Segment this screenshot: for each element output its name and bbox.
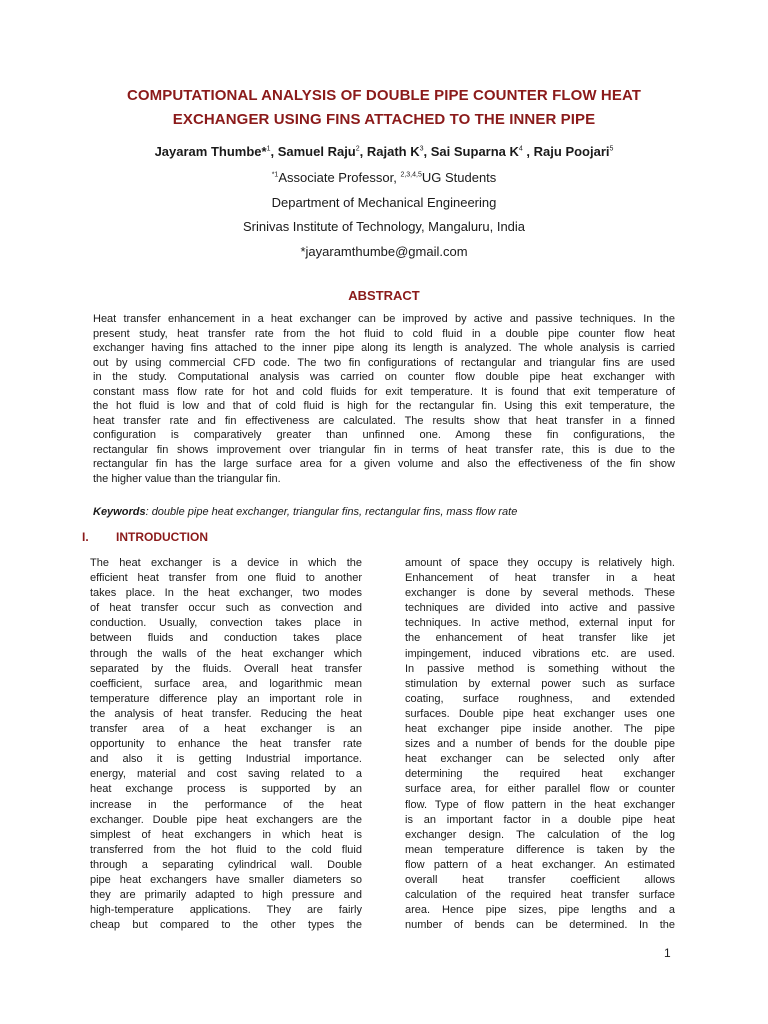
body-text-line: In passive method is something without the — [405, 662, 675, 675]
author-list — [60, 143, 708, 161]
body-text-line: mean temperature difference is taken by the — [405, 843, 675, 856]
body-text-line: amount of space they occupy is relatively high. — [405, 557, 675, 569]
body-text-line: stimulation by external power such as surface — [405, 677, 675, 690]
role-sup: 2,3,4,5 — [400, 171, 422, 179]
section-number: I. — [82, 530, 89, 544]
body-text-line: the analysis of heat transfer. Reducing the heat — [90, 707, 362, 720]
body-text-line: number of bends can be determined. In the — [405, 919, 675, 932]
abstract-line: in the study. Computational analysis was carried on counter flow double pipe heat exchanger with — [93, 371, 675, 383]
abstract-line: constant mass flow rate for hot and cold fluids for exit temperature. It is found that exit temperature of — [93, 385, 675, 398]
body-text-line: flow. Type of flow pattern in the heat exchanger — [405, 798, 675, 811]
body-text-line: exchanger. Double pipe heat exchangers are the — [90, 813, 362, 826]
author-sep: , — [423, 144, 431, 159]
body-text-line: separated by the fluids. Overall heat transfer — [90, 662, 362, 675]
abstract-line: present study, heat transfer rate from the hot fluid to cold fluid in a double pipe counter flow heat — [93, 327, 675, 340]
author-sep: , — [270, 144, 278, 159]
abstract-heading: ABSTRACT — [348, 288, 420, 303]
body-text-line: conduction. Usually, convection takes place in — [90, 617, 362, 630]
body-text-line: they are primarily adapted to high pressure and — [90, 889, 362, 902]
keywords-label: Keywords — [93, 506, 146, 518]
author-name: Raju Poojari — [533, 144, 610, 159]
body-text-line: overall heat transfer coefficient allows — [405, 873, 675, 886]
body-text-line: heat exchanger can be selected only after — [405, 753, 675, 766]
body-text-line: high-temperature applications. They are fairly — [90, 904, 362, 917]
body-text-line: pipe heat exchangers have smaller diameters so — [90, 873, 362, 886]
author-sup: 5 — [609, 145, 614, 153]
body-text-line: flow pattern of a heat exchanger. An estimated — [405, 858, 675, 871]
author-name: Sai Suparna K — [430, 144, 519, 159]
keywords-text: : double pipe heat exchanger, triangular fins, rectangular fins, mass flow rate — [145, 506, 518, 518]
body-text-line: coating, surface roughness, and extended — [405, 692, 675, 705]
author-sep: , — [359, 144, 367, 159]
title-line: EXCHANGER USING FINS ATTACHED TO THE INNER PIPE — [172, 111, 596, 128]
section-title: INTRODUCTION — [116, 530, 208, 544]
abstract-line: exchanger having fins attached to the inner pipe along its length is analyzed. The whole analysis is carried — [93, 342, 675, 354]
department: Department of Mechanical Engineering — [271, 194, 497, 210]
body-text-line: opportunity to enhance the heat transfer rate — [90, 738, 362, 751]
body-text-line: exchanger is done by several methods. These — [405, 587, 675, 600]
body-text-line: and also it is getting Industrial importance. — [90, 753, 362, 766]
body-text-line: impingement, induced vibrations etc. are used. — [405, 647, 675, 660]
email: *jayaramthumbe@gmail.com — [300, 243, 468, 259]
body-text-line: surfaces. Double pipe heat exchanger uses one — [405, 707, 675, 720]
abstract-text — [93, 312, 675, 486]
author-sup: 2 — [355, 145, 360, 153]
body-text-line: the enhancement of heat transfer like jet — [405, 632, 675, 645]
title-line: COMPUTATIONAL ANALYSIS OF DOUBLE PIPE COUNTER FLOW HEAT — [126, 87, 642, 104]
body-text-line: heat exchange process is supported by an — [90, 783, 362, 796]
body-text-line: efficient heat transfer from one fluid to another — [90, 572, 362, 585]
role-text: Associate Professor, — [278, 170, 401, 185]
institute: Srinivas Institute of Technology, Mangaluru, India — [242, 219, 526, 234]
abstract-line: heat transfer rate and fin effectiveness are calculated. The results show that heat transfer in a finned — [93, 414, 675, 427]
body-text-line: determining the required heat exchanger — [405, 768, 675, 781]
body-text-line: through a separating cylindrical wall. Double — [90, 858, 362, 871]
author-roles — [60, 166, 708, 191]
body-text-line: is an important factor in a double pipe heat — [405, 813, 675, 826]
abstract-line: configuration is comparatively greater than unfinned one. Among these fin configurations, the — [93, 429, 675, 441]
body-text-line: simplest of heat exchangers in which heat is — [90, 828, 362, 841]
author-name: Samuel Raju — [277, 144, 356, 159]
body-text-line: temperature difference play an important role in — [90, 692, 362, 705]
right-column — [405, 556, 675, 933]
keywords — [93, 506, 675, 518]
author-sup: 3 — [419, 145, 424, 153]
body-text-line: coefficient, surface area, and logarithmic mean — [90, 677, 362, 690]
abstract-line: Heat transfer enhancement in a heat exchanger can be improved by active and passive techniques. In the — [93, 313, 675, 325]
body-text-line: increase in the performance of the heat — [90, 798, 362, 811]
author-sup: 4 — [518, 145, 523, 153]
abstract-line: the hot fluid is low and that of cold fluid is high for the rectangular fin. Using this exit temperature, the — [93, 400, 675, 412]
paper-title — [60, 84, 708, 132]
body-text-line: heat exchanger pipe inside another. The pipe — [405, 723, 675, 736]
body-text-line: techniques are divided into active and passive — [405, 602, 675, 615]
body-text-line: takes place. In the heat exchanger, two modes — [90, 587, 362, 600]
body-text-line: The heat exchanger is a device in which the — [90, 557, 362, 569]
body-text-line: techniques. In active method, external input for — [405, 617, 675, 630]
abstract-line: rectangular fin has the large surface area for a given volume and also the effectiveness of the fin show — [93, 458, 675, 470]
page-number: 1 — [664, 946, 671, 960]
body-text-line: between fluids and conduction takes place — [90, 632, 362, 645]
body-text-line: area. Hence pipe sizes, pipe lengths and a — [405, 904, 675, 917]
body-text-line: calculation of the required heat transfer surface — [405, 889, 675, 902]
author-sup: 1 — [266, 145, 271, 153]
affiliation-block — [60, 166, 708, 264]
abstract-line: rectangular fin shows improvement over triangular fin in terms of heat transfer rate, this is due to the — [93, 443, 675, 456]
author-name: Rajath K — [366, 144, 420, 159]
section-heading — [82, 530, 208, 544]
author-name: Jayaram Thumbe* — [154, 144, 267, 159]
body-text-line: cheap but compared to the other types the — [90, 919, 362, 932]
role-text: UG Students — [421, 170, 497, 185]
abstract-line: the higher value than the triangular fin. — [93, 472, 281, 485]
body-text-line: sizes and a number of bends for the double pipe — [405, 738, 675, 751]
body-text-line: of heat transfer occur such as convection and — [90, 602, 362, 615]
abstract-line: out by using commercial CFD code. The two fin configurations of rectangular and triangular fins are used — [93, 356, 675, 369]
body-text-line: Enhancement of heat transfer in a heat — [405, 572, 675, 585]
body-text-line: transferred from the hot fluid to the cold fluid — [90, 843, 362, 856]
body-text-line: transfer area of a heat exchanger is an — [90, 723, 362, 736]
body-text-line: surface area, for either parallel flow or counter — [405, 783, 675, 796]
author-sep: , — [522, 144, 534, 159]
body-text-line: through the walls of the heat exchanger which — [90, 647, 362, 660]
left-column — [90, 556, 362, 933]
body-text-line: energy, material and cost saving related to a — [90, 768, 362, 781]
body-text-line: exchanger design. The calculation of the log — [405, 828, 675, 841]
role-sup: *1 — [271, 171, 279, 179]
